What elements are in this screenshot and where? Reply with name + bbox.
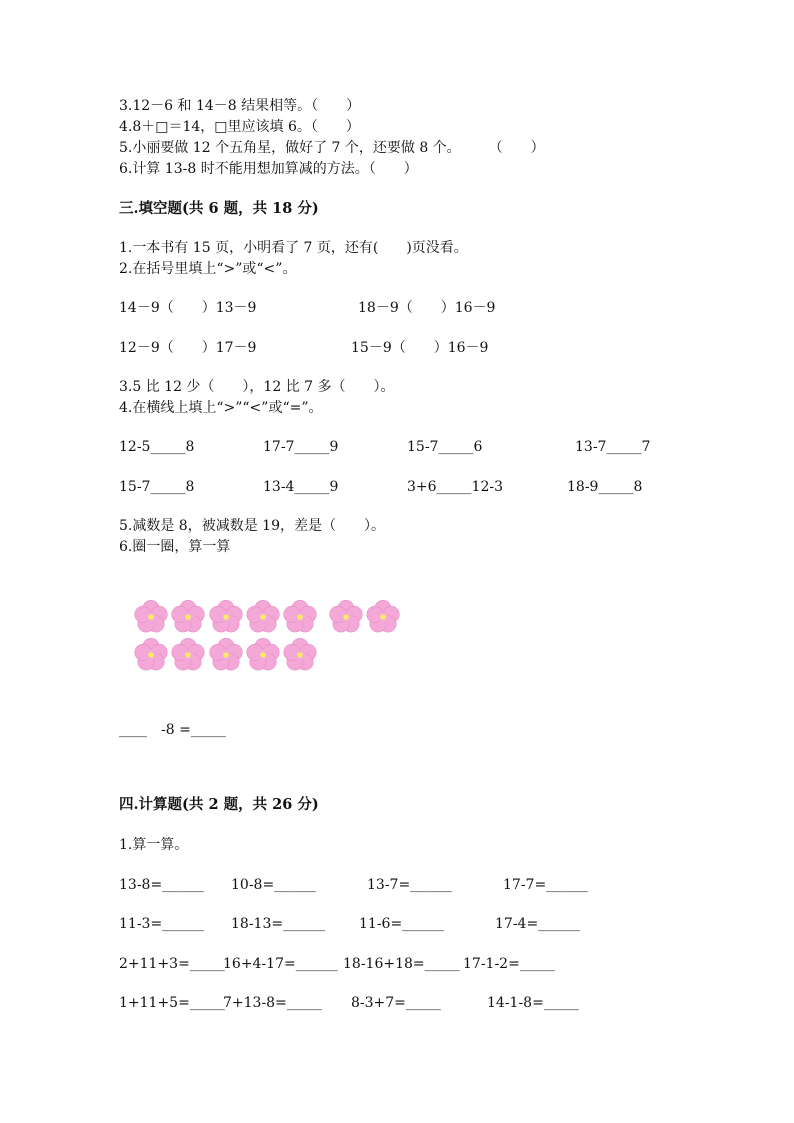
fill-question-3: 3.5 比 12 少（ ），12 比 7 多（ ）。 bbox=[119, 379, 395, 395]
compare-item: 18－9（ ）16－9 bbox=[358, 300, 496, 316]
judgment-item-3: 3.12－6 和 14－8 结果相等。（ ） bbox=[119, 98, 361, 114]
calc-item: 7+13-8=_____ bbox=[223, 995, 322, 1011]
judgment-item-6: 6.计算 13-8 时不能用想加算减的方法。（ ） bbox=[119, 161, 418, 177]
flower-icon bbox=[327, 598, 365, 636]
flower-icon bbox=[132, 636, 170, 674]
flower-icon bbox=[244, 598, 282, 636]
fill-question-1: 1.一本书有 15 页，小明看了 7 页，还有( )页没看。 bbox=[119, 240, 468, 256]
flower-icon bbox=[207, 636, 245, 674]
calc-item: 17-1-2=_____ bbox=[463, 956, 555, 972]
flower-icon bbox=[244, 636, 282, 674]
flower-group bbox=[130, 596, 410, 676]
flower-icon bbox=[207, 598, 245, 636]
flower-icon bbox=[281, 598, 319, 636]
compare-item: 12－9（ ）17－9 bbox=[119, 340, 257, 356]
compare-item: 14－9（ ）13－9 bbox=[119, 300, 257, 316]
calc-item: 11-3=______ bbox=[119, 916, 205, 932]
fill-question-5: 5.减数是 8，被减数是 19，差是（ ）。 bbox=[119, 518, 385, 534]
calc-question-1: 1.算一算。 bbox=[119, 837, 189, 853]
calc-item: 17-7=______ bbox=[503, 877, 589, 893]
fill-question-2: 2.在括号里填上“>”或“<”。 bbox=[119, 261, 297, 277]
calc-item: 1+11+5=_____ bbox=[119, 995, 225, 1011]
calc-item: 16+4-17=______ bbox=[223, 956, 338, 972]
blank-item: 17-7_____9 bbox=[263, 439, 339, 455]
calc-item: 13-8=______ bbox=[119, 877, 205, 893]
flower-icon bbox=[132, 598, 170, 636]
calc-item: 18-13=______ bbox=[231, 916, 326, 932]
section-four-heading: 四.计算题(共 2 题，共 26 分) bbox=[119, 796, 319, 813]
flower-icon bbox=[169, 636, 207, 674]
judgment-item-4: 4.8＋□＝14，□里应该填 6。（ ） bbox=[119, 119, 360, 135]
blank-item: 3+6_____12-3 bbox=[407, 479, 503, 495]
calc-item: 11-6=______ bbox=[359, 916, 445, 932]
blank-item: 18-9_____8 bbox=[567, 479, 643, 495]
compare-item: 15－9（ ）16－9 bbox=[351, 340, 489, 356]
fill-question-6: 6.圈一圈，算一算 bbox=[119, 539, 231, 555]
judgment-item-5: 5.小丽要做 12 个五角星，做好了 7 个，还要做 8 个。 （ ） bbox=[119, 140, 545, 156]
calc-item: 14-1-8=_____ bbox=[487, 995, 579, 1011]
calc-item: 10-8=______ bbox=[231, 877, 317, 893]
section-three-heading: 三.填空题(共 6 题，共 18 分) bbox=[119, 200, 319, 217]
flower-icon bbox=[364, 598, 402, 636]
flower-answer-line: ____ -8 =_____ bbox=[119, 722, 226, 738]
blank-item: 15-7_____8 bbox=[119, 479, 195, 495]
flower-icon bbox=[169, 598, 207, 636]
calc-item: 2+11+3=_____ bbox=[119, 956, 225, 972]
blank-item: 13-7_____7 bbox=[575, 439, 651, 455]
flower-icon bbox=[281, 636, 319, 674]
calc-item: 13-7=______ bbox=[367, 877, 453, 893]
calc-item: 17-4=______ bbox=[495, 916, 581, 932]
blank-item: 13-4_____9 bbox=[263, 479, 339, 495]
calc-item: 8-3+7=_____ bbox=[351, 995, 441, 1011]
blank-item: 15-7_____6 bbox=[407, 439, 483, 455]
blank-item: 12-5_____8 bbox=[119, 439, 195, 455]
fill-question-4: 4.在横线上填上“>”“<”或“=”。 bbox=[119, 400, 323, 416]
calc-item: 18-16+18=_____ bbox=[343, 956, 460, 972]
